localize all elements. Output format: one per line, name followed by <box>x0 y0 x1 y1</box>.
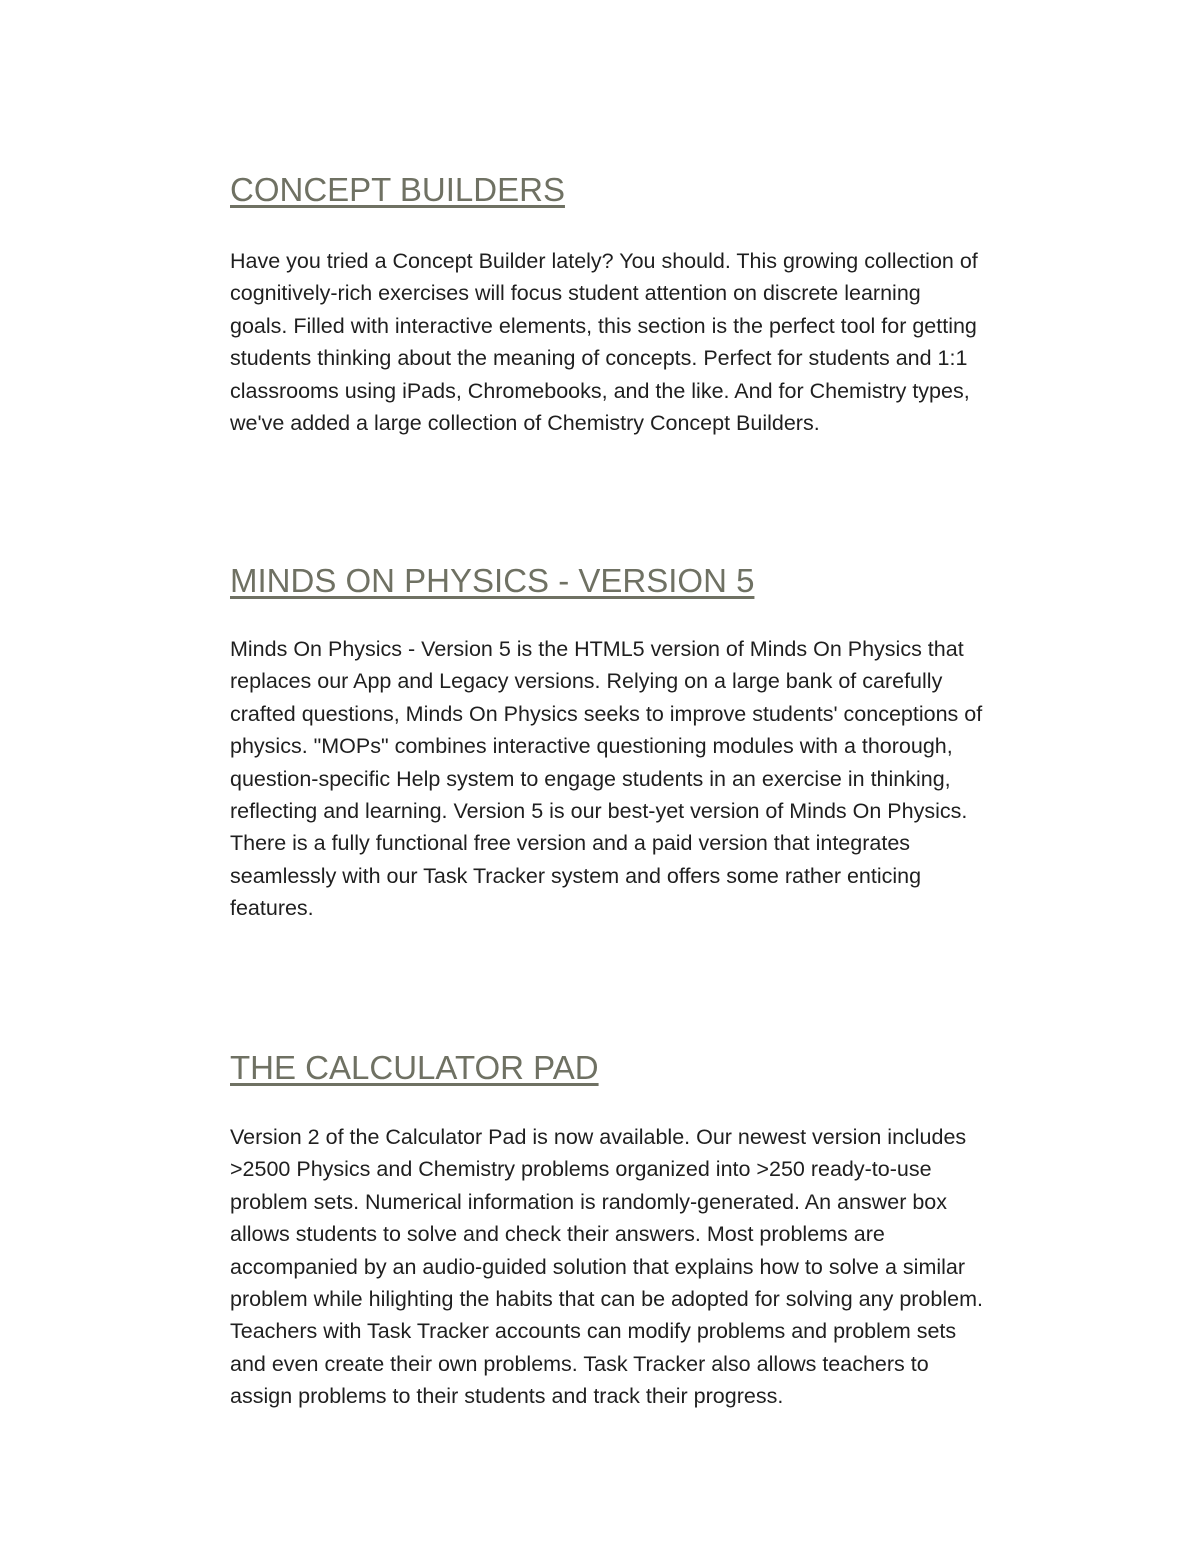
text-line: accompanied by an audio-guided solution that explains how to solve a similar <box>230 1254 966 1279</box>
text-line: >2500 Physics and Chemistry problems organized into >250 ready-to-use <box>230 1157 932 1182</box>
text-line: we've added a large collection of Chemistry Concept Builders. <box>230 411 820 436</box>
text-line: There is a fully functional free version and a paid version that integrates <box>230 831 911 856</box>
text-line: classrooms using iPads, Chromebooks, and the like. And for Chemistry types, <box>230 378 970 403</box>
text-line: goals. Filled with interactive elements, this section is the perfect tool for getting <box>230 313 977 338</box>
text-line: Version 2 of the Calculator Pad is now available. Our newest version includes <box>230 1125 967 1149</box>
text-line: Minds On Physics - Version 5 is the HTML5 version of Minds On Physics that <box>230 637 964 661</box>
text-line: students thinking about the meaning of concepts. Perfect for students and 1:1 <box>230 346 968 371</box>
text-line: crafted questions, Minds On Physics seeks to improve students' conceptions of <box>230 701 983 726</box>
text-line: question-specific Help system to engage students in an exercise in thinking, <box>230 766 951 791</box>
heading-calculator-pad-link[interactable]: THE CALCULATOR PAD <box>230 1049 599 1086</box>
text-line: features. <box>230 896 314 921</box>
text-line: replaces our App and Legacy versions. Relying on a large bank of carefully <box>230 669 943 694</box>
text-line: cognitively-rich exercises will focus student attention on discrete learning <box>230 281 921 306</box>
text-line: physics. "MOPs" combines interactive questioning modules with a thorough, <box>230 734 953 759</box>
heading-minds-on-physics-link[interactable]: MINDS ON PHYSICS - VERSION 5 <box>230 562 755 599</box>
heading-concept-builders-link[interactable]: CONCEPT BUILDERS <box>230 171 565 208</box>
paragraph-calculator-pad <box>230 1121 1070 1413</box>
text-line: problem sets. Numerical information is randomly-generated. An answer box <box>230 1189 947 1214</box>
text-line: assign problems to their students and track their progress. <box>230 1384 784 1409</box>
text-line: and even create their own problems. Task Tracker also allows teachers to <box>230 1351 929 1376</box>
text-line: Have you tried a Concept Builder lately? You should. This growing collection of <box>230 249 978 273</box>
paragraph-minds-on-physics <box>230 633 1070 925</box>
text-line: Teachers with Task Tracker accounts can modify problems and problem sets <box>230 1319 957 1344</box>
paragraph-concept-builders <box>230 245 1070 439</box>
text-line: problem while hilighting the habits that can be adopted for solving any problem. <box>230 1287 983 1312</box>
text-line: reflecting and learning. Version 5 is our best-yet version of Minds On Physics. <box>230 799 968 824</box>
section-minds-on-physics <box>230 561 1070 925</box>
section-concept-builders <box>230 170 1070 439</box>
text-line: allows students to solve and check their answers. Most problems are <box>230 1222 885 1247</box>
text-line: seamlessly with our Task Tracker system and offers some rather enticing <box>230 863 922 888</box>
section-calculator-pad <box>230 1048 1070 1413</box>
